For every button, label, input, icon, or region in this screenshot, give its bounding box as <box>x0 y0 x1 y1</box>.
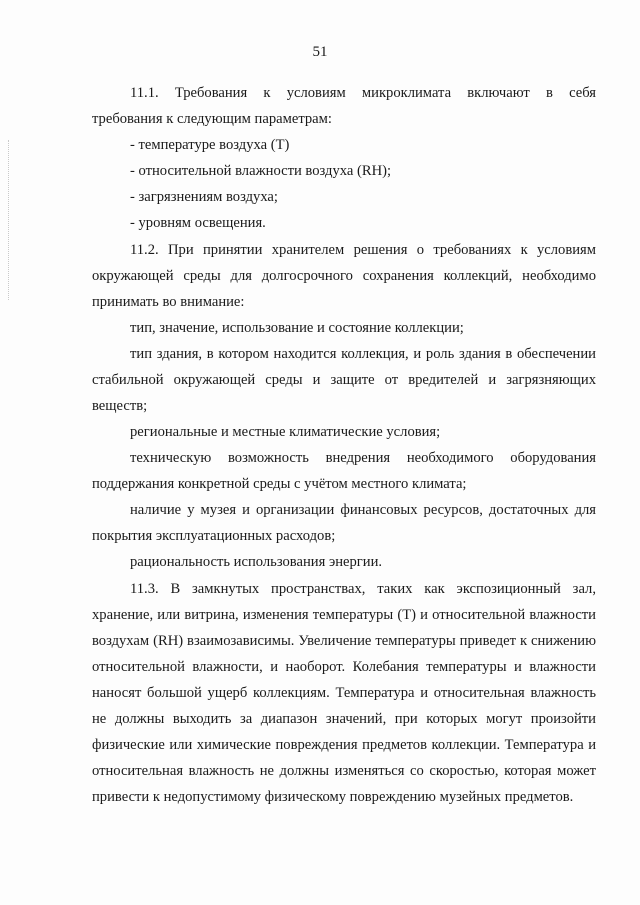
section-11-3-paragraph: 11.3. В замкнутых пространствах, таких как экспозиционный зал, хранение, или витрина, изменения температуры (Т) и относительной влажности воздухам (RH) взаимозависимы. Увеличение температуры приведет к снижению относительной влажности, и наоборот. Колебания температуры и влажности наносят большой ущерб коллекциям. Температура и относительная влажность не должны выходить за диапазон значений, при которых могут произойти физические или химические повреждения предметов коллекции. Температура и относительная влажность не должны изменяться со скоростью, которая может привести к недопустимому физическому повреждению музейных предметов. <box>92 581 596 805</box>
page-number: 51 <box>312 44 328 60</box>
list-item-air-pollution: - загрязнениям воздуха; <box>130 189 278 205</box>
document-body <box>92 80 596 810</box>
list-item-climate-conditions: региональные и местные климатические условия; <box>130 424 441 440</box>
section-11-2-intro: 11.2. При принятии хранителем решения о требованиях к условиям окружающей среды для долгосрочного сохранения коллекций, необходимо принимать во внимание: <box>92 242 596 310</box>
list-item-lighting-levels: - уровням освещения. <box>130 215 266 231</box>
list-item-building-type: тип здания, в котором находится коллекция, и роль здания в обеспечении стабильной окружающей среды и защите от вредителей и загрязняющих веществ; <box>92 346 596 414</box>
section-11-1-intro-line1: 11.1. Требования к условиям микроклимата включают в себя <box>130 85 596 101</box>
list-item-energy-use: рациональность использования энергии. <box>130 554 383 570</box>
list-item-relative-humidity: - относительной влажности воздуха (RH); <box>130 163 392 179</box>
list-item-air-temperature: - температуре воздуха (Т) <box>130 137 290 153</box>
list-item-technical-possibility: техническую возможность внедрения необходимого оборудования поддержания конкретной среды с учётом местного климата; <box>92 450 596 492</box>
scan-edge-marks <box>8 140 13 300</box>
list-item-collection-type: тип, значение, использование и состояние коллекции; <box>130 320 464 336</box>
section-11-1-intro-line2: требования к следующим параметрам: <box>92 111 332 127</box>
list-item-financial-resources: наличие у музея и организации финансовых ресурсов, достаточных для покрытия эксплуатационных расходов; <box>92 502 596 544</box>
